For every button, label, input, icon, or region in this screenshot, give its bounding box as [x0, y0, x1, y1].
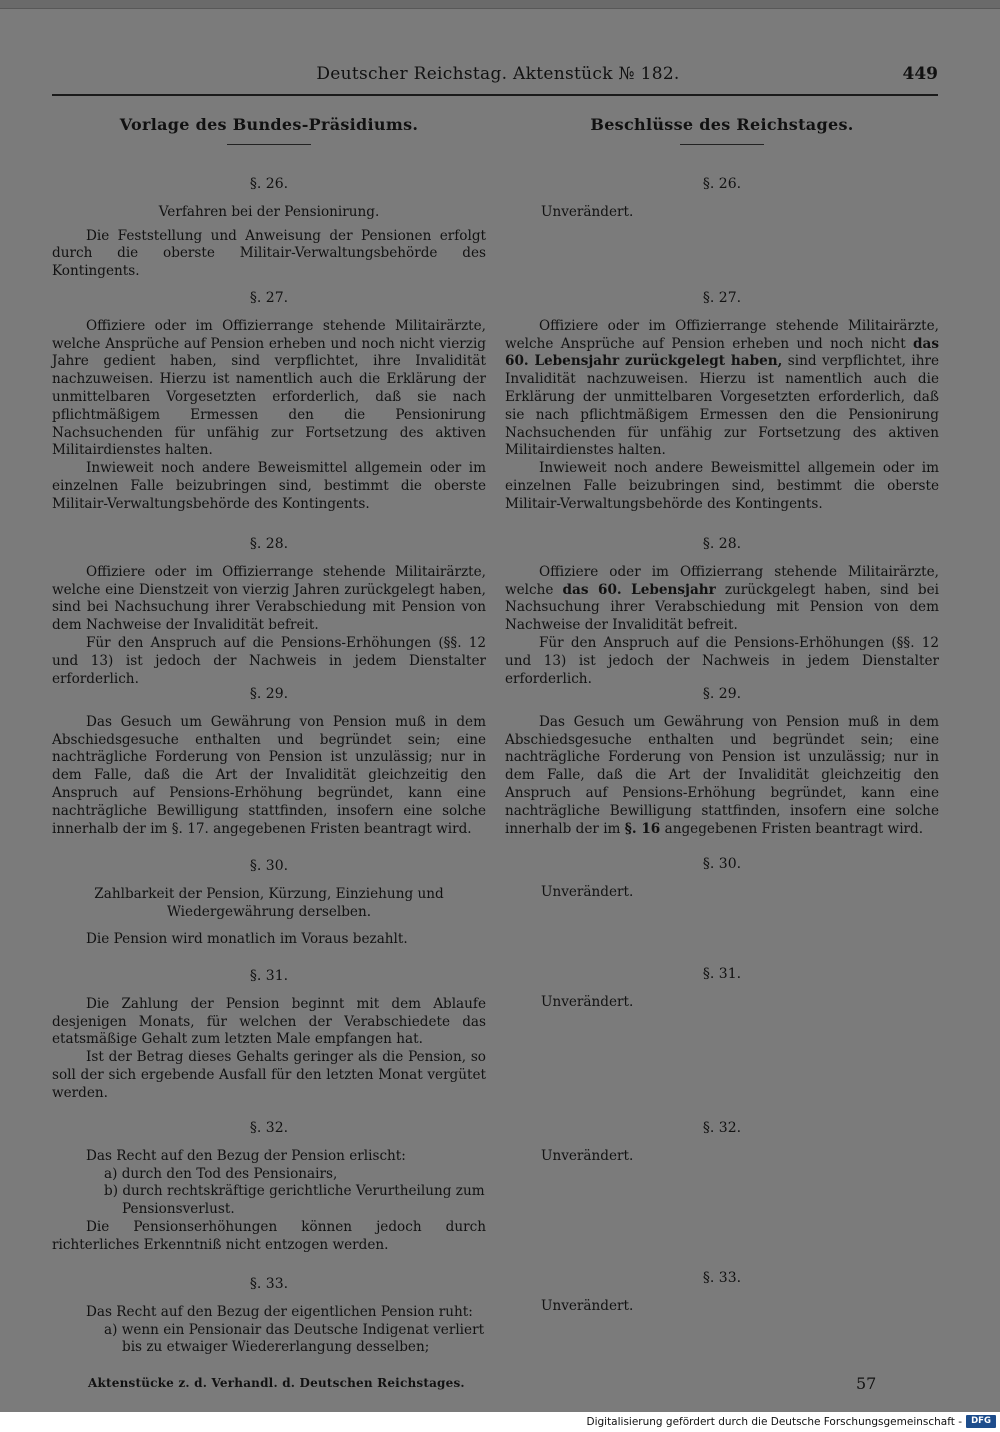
section-number: §. 33.	[249, 1276, 289, 1292]
section-number: §. 33.	[702, 1270, 742, 1286]
right-section-27	[505, 290, 939, 514]
dfg-logo-icon: DFG	[966, 1415, 996, 1428]
left-section-26	[52, 176, 486, 281]
digitization-credit	[0, 1412, 1000, 1432]
section-number: §. 30.	[702, 856, 742, 872]
paragraph: Inwieweit noch andere Beweismittel allgemein oder im einzelnen Falle beizubringen sind, bestimmt die oberste Militair-Verwaltungsbehörde des Kontingents.	[52, 460, 486, 512]
section-number: §. 26.	[702, 176, 742, 192]
paragraph: Offiziere oder im Offizierrange stehende Militairärzte, welche Ansprüche auf Pension erheben und noch nicht vierzig Jahre gedient haben, sind verpflichtet, ihre Invalidität nachzuweisen. Hierzu ist namentlich auch die Erklärung der unmittelbaren Vorgesetzten erforderlich, daß sie nach pflichtmäßigem Ermessen den die Pensionirung Nachsuchenden für unfähig zur Fortsetzung des aktiven Militairdienstes halten.	[52, 317, 486, 459]
page-header	[52, 62, 944, 90]
paragraph: Das Recht auf den Bezug der Pension erlischt:	[86, 1147, 406, 1164]
section-subtitle: Zahlbarkeit der Pension, Kürzung, Einziehung und Wiedergewährung derselben.	[94, 885, 444, 920]
text-run: Offiziere oder im Offizierrange stehende Militairärzte, welche Ansprüche auf Pension erheben und noch nicht	[505, 317, 939, 352]
left-section-33	[52, 1276, 486, 1357]
paragraph: Das Recht auf den Bezug der eigentlichen Pension ruht:	[86, 1303, 473, 1320]
left-column-heading: Vorlage des Bundes-Präsidiums.	[119, 115, 419, 134]
text-run: angegebenen Fristen beantragt wird.	[660, 820, 924, 837]
text-run: Das Gesuch um Gewährung von Pension muß in dem Abschiedsgesuche enthalten und begründet sein; eine nachträgliche Forderung von Pension ist unzulässig; nur in dem Falle, daß die Art der Invalidität gleichzeitig den Anspruch auf Pensions-Erhöhung begründet, kann eine nachträgliche Bewilligung stattfinden, insofern eine solche innerhalb der im	[505, 713, 939, 837]
section-number: §. 32.	[702, 1120, 742, 1136]
section-subtitle: Verfahren bei der Pensionirung.	[158, 203, 380, 220]
section-number: §. 28.	[249, 536, 289, 552]
paragraph: Für den Anspruch auf die Pensions-Erhöhungen (§§. 12 und 13) ist jedoch der Nachweis in jedem Dienstalter erforderlich.	[52, 634, 486, 687]
left-section-32	[52, 1120, 486, 1255]
right-column	[505, 110, 940, 1314]
paragraph: Die Feststellung und Anweisung der Pensionen erfolgt durch die oberste Militair-Verwaltungsbehörde des Kontingents.	[52, 227, 486, 280]
left-section-27	[52, 290, 486, 514]
section-number: §. 26.	[249, 176, 289, 192]
header-title: Deutscher Reichstag. Aktenstück № 182.	[316, 64, 680, 84]
page-top-edge	[0, 0, 1000, 9]
right-section-32	[505, 1120, 939, 1166]
section-number: §. 31.	[249, 968, 289, 984]
paragraph: Ist der Betrag dieses Gehalts geringer als die Pension, so soll der sich ergebende Ausfall für den letzten Monat vergütet werden.	[52, 1049, 486, 1101]
page-number: 449	[902, 64, 938, 84]
text-run: zurückgelegt haben, sind bei Nachsuchung ihrer Verabschiedung mit Pension von dem Nachweise der Invalidität befreit.	[505, 581, 940, 634]
section-number: §. 32.	[249, 1120, 289, 1136]
paragraph: Inwieweit noch andere Beweismittel allgemein oder im einzelnen Falle beizubringen sind, bestimmt die oberste Militair-Verwaltungsbehörde des Kontingents.	[505, 460, 939, 512]
header-rule	[52, 94, 938, 96]
unchanged-note: Unverändert.	[541, 1147, 634, 1164]
unchanged-note: Unverändert.	[541, 883, 634, 900]
right-section-31	[505, 966, 939, 1012]
right-section-33	[505, 1270, 939, 1316]
right-section-30	[505, 856, 939, 902]
section-number: §. 31.	[702, 966, 742, 982]
left-section-30	[52, 858, 486, 949]
right-heading-rule	[680, 144, 764, 145]
paragraph	[505, 318, 939, 460]
unchanged-note: Unverändert.	[541, 1297, 634, 1314]
paragraph	[505, 714, 939, 839]
paragraph	[505, 564, 939, 635]
footer-publication-note: Aktenstücke z. d. Verhandl. d. Deutschen Reichstages.	[88, 1376, 465, 1390]
text-run: Offiziere oder im Offizierrang stehende Militairärzte, welche	[505, 563, 939, 598]
bold-amendment: das 60. Lebensjahr	[562, 581, 716, 598]
section-number: §. 27.	[249, 290, 289, 306]
section-number: §. 29.	[702, 686, 742, 702]
right-column-heading: Beschlüsse des Reichstages.	[590, 115, 854, 134]
footer-sheet-number: 57	[856, 1374, 877, 1393]
paragraph: Die Pension wird monatlich im Voraus bezahlt.	[86, 931, 408, 948]
right-section-29	[505, 686, 939, 838]
section-number: §. 30.	[249, 858, 289, 874]
paragraph: Das Gesuch um Gewährung von Pension muß in dem Abschiedsgesuche enthalten und begründet sein; eine nachträgliche Forderung von Pension ist unzulässig; nur in dem Falle, daß die Art der Invalidität gleichzeitig den Anspruch auf Pensions-Erhöhung begründet, kann eine nachträgliche Bewilligung stattfinden, insofern eine solche innerhalb der im §. 17. angegebenen Fristen beantragt wird.	[52, 713, 486, 837]
left-section-29	[52, 686, 486, 838]
unchanged-note: Unverändert.	[541, 993, 634, 1010]
left-heading-rule	[227, 144, 311, 145]
right-section-28	[505, 536, 939, 688]
paragraph: Offiziere oder im Offizierrange stehende Militairärzte, welche eine Dienstzeit von vierzig Jahren zurückgelegt haben, sind bei Nachsuchung ihrer Verabschiedung mit Pension von dem Nachweise der Invalidität befreit.	[52, 563, 486, 634]
section-number: §. 27.	[702, 290, 742, 306]
unchanged-note: Unverändert.	[541, 203, 634, 220]
left-column	[52, 110, 486, 1356]
credit-text: Digitalisierung gefördert durch die Deutsche Forschungsgemeinschaft -	[586, 1416, 962, 1428]
bold-amendment: §. 16	[624, 820, 661, 837]
left-section-31	[52, 968, 486, 1103]
list-item: b) durch rechtskräftige gerichtliche Verurtheilung zum Pensionsverlust.	[104, 1183, 485, 1218]
section-number: §. 28.	[702, 536, 742, 552]
bold-amendment: das 60. Lebensjahr zurückgelegt haben,	[505, 335, 939, 370]
text-run: sind verpflichtet, ihre Invalidität nachzuweisen. Hierzu ist namentlich auch die Erklärung der unmittelbaren Vorgesetzten erforderlich, daß sie nach pflichtmäßigem Ermessen den die Pensionirung Nachsuchenden für unfähig zur Fortsetzung des aktiven Militairdienstes halten.	[505, 353, 939, 459]
paragraph: Für den Anspruch auf die Pensions-Erhöhungen (§§. 12 und 13) ist jedoch der Nachweis in jedem Dienstalter erforderlich.	[505, 634, 939, 687]
list-item: a) wenn ein Pensionair das Deutsche Indigenat verliert bis zu etwaiger Wiedererlangung desselben;	[104, 1321, 485, 1356]
right-section-26	[505, 176, 939, 222]
paragraph: Die Zahlung der Pension beginnt mit dem Ablaufe desjenigen Monats, für welchen der Verabschiedete das etatsmäßige Gehalt zum letzten Male empfangen hat.	[52, 995, 486, 1048]
left-section-28	[52, 536, 486, 688]
paragraph: Die Pensionserhöhungen können jedoch durch richterliches Erkenntniß nicht entzogen werden.	[52, 1218, 486, 1253]
list-item: a) durch den Tod des Pensionairs,	[104, 1165, 338, 1182]
section-number: §. 29.	[249, 686, 289, 702]
